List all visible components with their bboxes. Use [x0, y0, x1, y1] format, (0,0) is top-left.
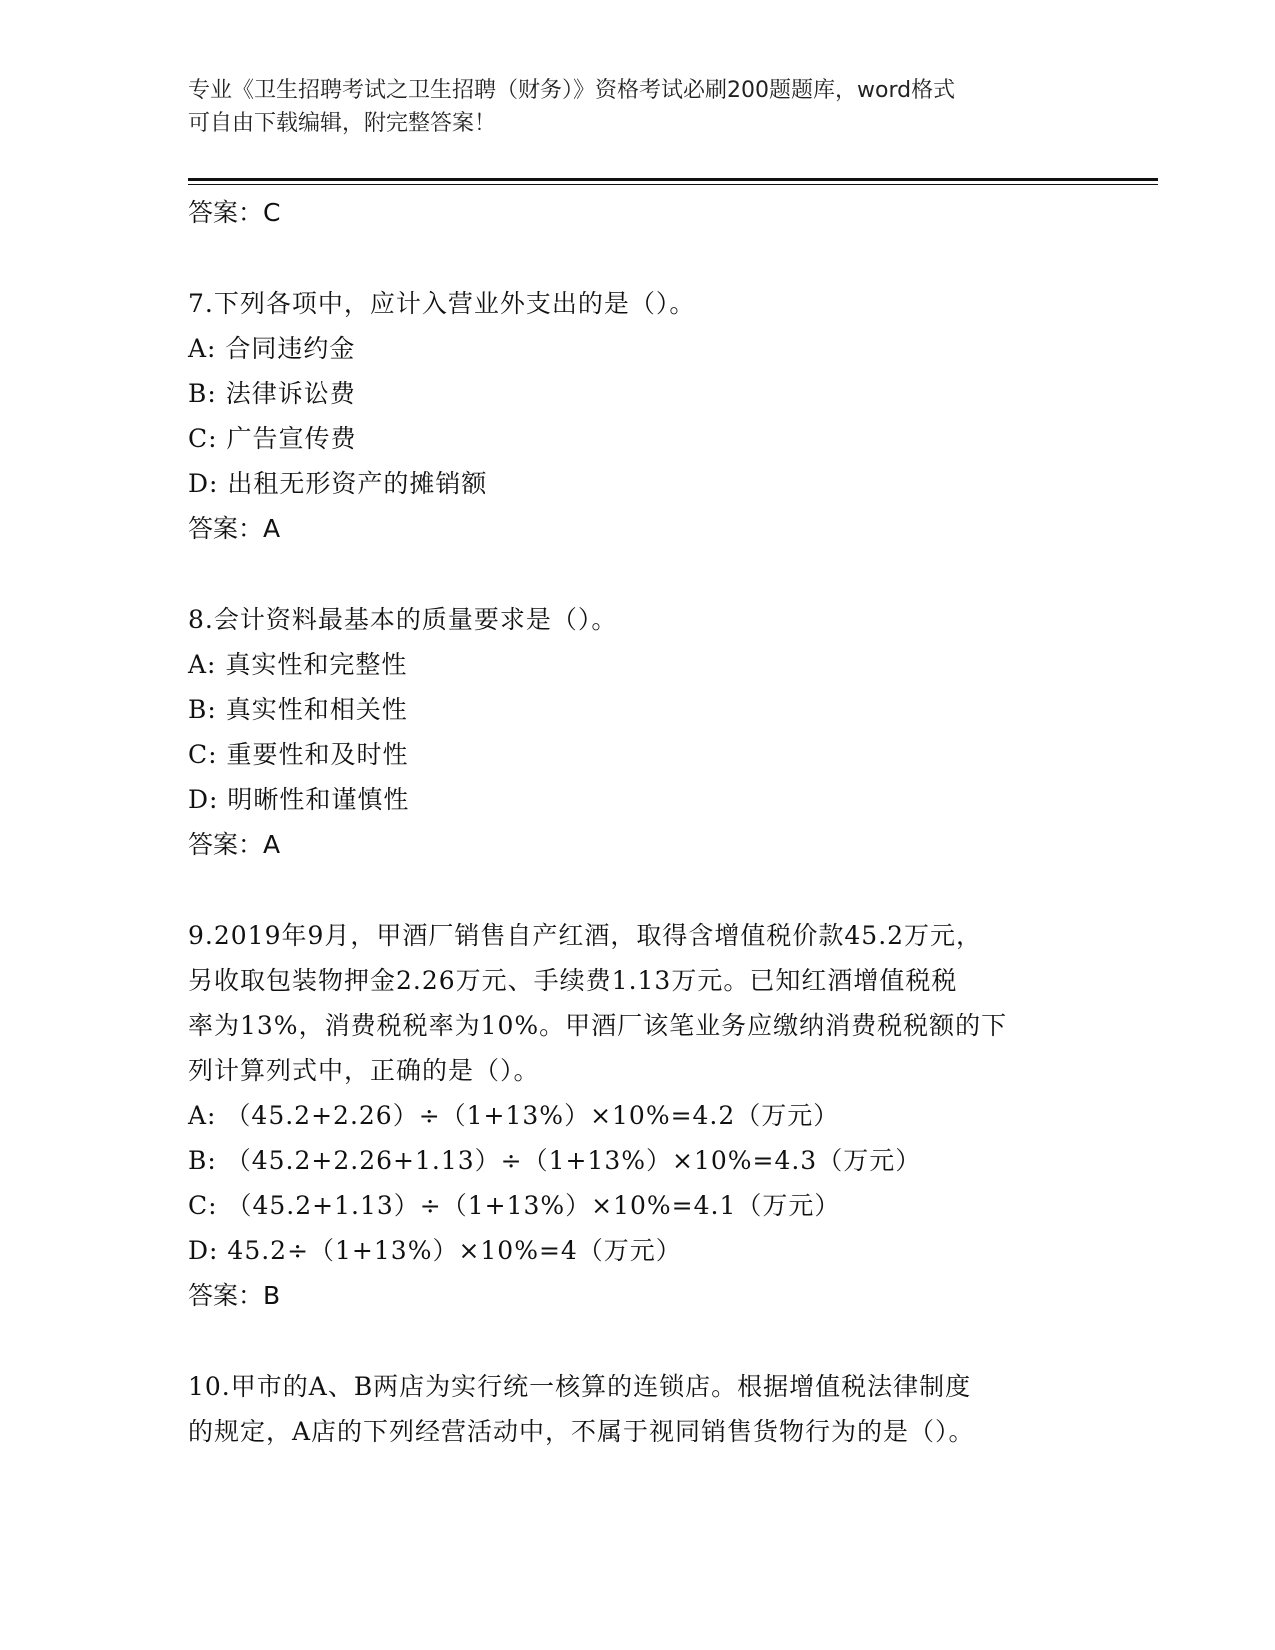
question-10: [188, 1364, 1088, 1454]
answer: 答案：A: [188, 514, 281, 543]
option-a: A: （45.2+2.26）÷（1+13%）×10%=4.2（万元）: [188, 1101, 840, 1130]
stem-line: 10.甲市的A、B两店为实行统一核算的连锁店。根据增值税法律制度: [188, 1372, 972, 1401]
answer: 答案：B: [188, 1281, 281, 1310]
option-b: B: （45.2+2.26+1.13）÷（1+13%）×10%=4.3（万元）: [188, 1146, 922, 1175]
question-stem: 8.会计资料最基本的质量要求是（）。: [188, 605, 618, 634]
answer: 答案：A: [188, 830, 281, 859]
option-c: C: 广告宣传费: [188, 424, 357, 453]
stem-line: 的规定，A店的下列经营活动中，不属于视同销售货物行为的是（）。: [188, 1417, 975, 1446]
spacer: [188, 551, 1088, 597]
option-d: D: 45.2÷（1+13%）×10%=4（万元）: [188, 1236, 682, 1265]
option-a: A: 合同违约金: [188, 334, 356, 363]
answer-prev: 答案：C: [188, 198, 281, 227]
spacer: [188, 1318, 1088, 1364]
header-rule-thick: [188, 178, 1158, 181]
question-9: [188, 913, 1088, 1318]
stem-line: 列计算列式中，正确的是（）。: [188, 1056, 540, 1085]
option-c: C: 重要性和及时性: [188, 740, 409, 769]
option-a: A: 真实性和完整性: [188, 650, 408, 679]
header-line-1: 专业《卫生招聘考试之卫生招聘（财务）》资格考试必刷200题题库，word格式: [188, 78, 956, 103]
question-8: [188, 597, 1088, 867]
document-body: [188, 190, 1088, 1454]
stem-line: 9.2019年9月，甲酒厂销售自产红酒，取得含增值税价款45.2万元，: [188, 921, 983, 950]
question-7: [188, 281, 1088, 551]
option-d: D: 明晰性和谨慎性: [188, 785, 410, 814]
option-b: B: 法律诉讼费: [188, 379, 356, 408]
option-b: B: 真实性和相关性: [188, 695, 408, 724]
spacer: [188, 867, 1088, 913]
question-stem: [188, 913, 1088, 1093]
question-stem: [188, 1364, 1088, 1454]
document-header: [188, 74, 1088, 140]
header-rule-thin: [188, 184, 1158, 185]
option-c: C: （45.2+1.13）÷（1+13%）×10%=4.1（万元）: [188, 1191, 841, 1220]
stem-line: 另收取包装物押金2.26万元、手续费1.13万元。已知红酒增值税税: [188, 966, 958, 995]
header-line-2: 可自由下载编辑，附完整答案！: [188, 111, 497, 136]
question-stem: 7.下列各项中，应计入营业外支出的是（）。: [188, 289, 696, 318]
spacer: [188, 235, 1088, 281]
option-d: D: 出租无形资产的摊销额: [188, 469, 488, 498]
stem-line: 率为13%，消费税税率为10%。甲酒厂该笔业务应缴纳消费税税额的下: [188, 1011, 1008, 1040]
